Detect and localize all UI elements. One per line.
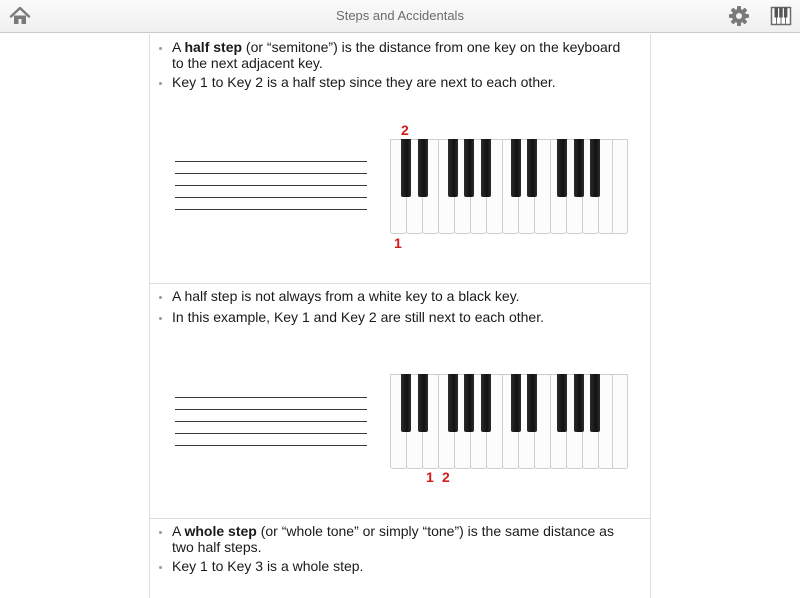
settings-button[interactable] [728,5,750,27]
black-key[interactable] [418,374,428,432]
black-key[interactable] [574,374,584,432]
black-key[interactable] [590,139,600,197]
gear-icon [728,5,750,27]
section-half-step [150,34,650,284]
black-key[interactable] [464,139,474,197]
content-column [149,34,651,598]
page-title: Steps and Accidentals [336,8,464,23]
section-half-step-white-keys [150,284,650,519]
bullet-key1-key2: Key 1 to Key 2 is a half step since they are next to each other. [172,74,632,90]
bullet-key1-key3: Key 1 to Key 3 is a whole step. [172,558,632,574]
bullet-half-step-definition: A half step (or “semitone”) is the distance from one key on the keyboard to the next adjacent key. [172,39,632,71]
black-key[interactable] [448,139,458,197]
music-staff [175,397,367,445]
bullet-whole-step-definition: A whole step (or “whole tone” or simply “tone”) is the same distance as two half steps. [172,523,632,555]
black-key[interactable] [574,139,584,197]
black-key[interactable] [464,374,474,432]
piano-keyboard[interactable] [390,374,628,469]
black-key[interactable] [557,139,567,197]
black-key[interactable] [481,374,491,432]
key-label-1: 1 [394,235,402,251]
piano-keyboard-icon [770,5,792,27]
black-key[interactable] [590,374,600,432]
black-key[interactable] [401,374,411,432]
key-label-1: 1 [426,469,434,485]
key-label-2: 2 [442,469,450,485]
black-key[interactable] [481,139,491,197]
black-key[interactable] [511,374,521,432]
white-key[interactable] [612,139,628,234]
bullet-not-always-black: A half step is not always from a white key to a black key. [172,288,632,304]
white-key[interactable] [612,374,628,469]
section-whole-step [150,519,650,598]
music-staff [175,161,367,209]
keyboard-button[interactable] [770,5,792,27]
black-key[interactable] [418,139,428,197]
black-key[interactable] [448,374,458,432]
bullet-still-adjacent: In this example, Key 1 and Key 2 are still next to each other. [172,309,632,325]
top-navigation-bar [0,0,800,33]
black-key[interactable] [557,374,567,432]
black-key[interactable] [511,139,521,197]
black-key[interactable] [527,374,537,432]
black-key[interactable] [401,139,411,197]
key-label-2: 2 [401,122,409,138]
black-key[interactable] [527,139,537,197]
piano-keyboard[interactable] [390,139,628,234]
